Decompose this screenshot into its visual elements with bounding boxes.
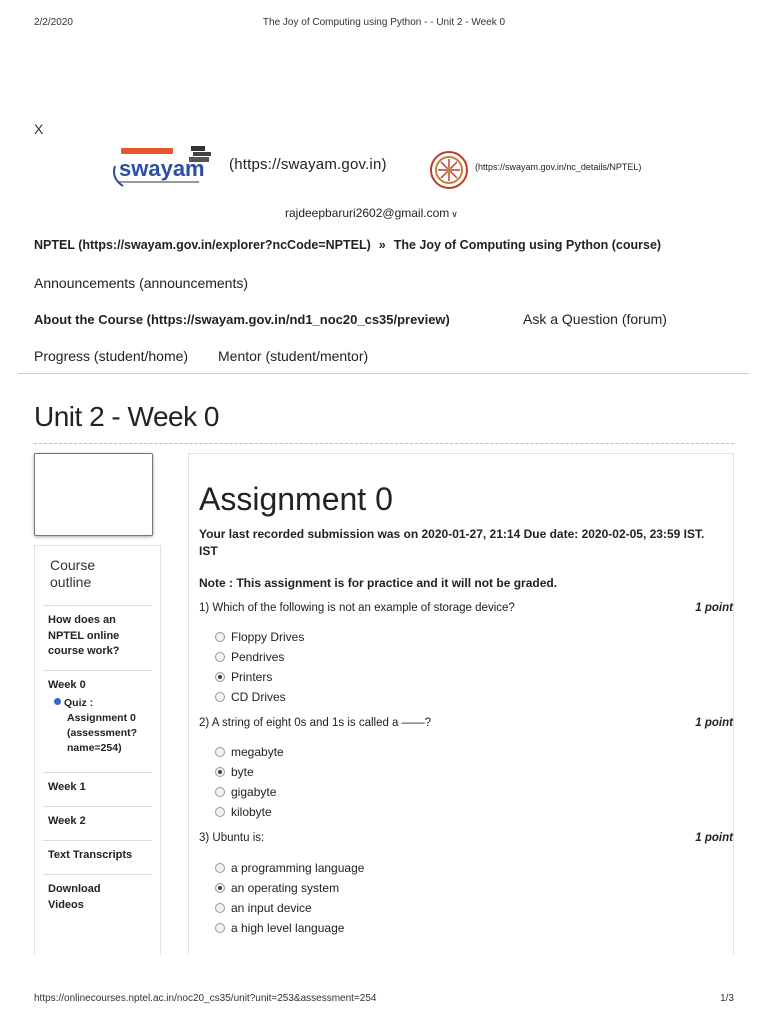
option-label: an operating system [231,881,340,895]
user-email: rajdeepbaruri2602@gmail.com [285,206,450,220]
option-operating-system[interactable] [215,881,339,895]
nav-about-course[interactable]: About the Course (https://swayam.gov.in/nd1_noc20_cs35/preview) [34,312,450,327]
radio-button[interactable] [215,747,225,757]
option-input-device[interactable] [215,901,312,915]
option-label: byte [231,765,254,779]
assignment-panel [188,453,734,955]
option-programming-language[interactable] [215,861,364,875]
question-text: 2) A string of eight 0s and 1s is called a ——? [199,717,432,729]
option-kilobyte[interactable] [215,805,272,819]
print-header [0,17,768,31]
radio-button[interactable] [215,923,225,933]
page-title: Unit 2 - Week 0 [34,401,219,432]
practice-note: Note : This assignment is for practice and it will not be graded. [199,576,558,590]
chevron-down-icon: ∨ [451,209,458,219]
course-image-placeholder [34,453,153,536]
divider [18,373,749,374]
question-text: 3) Ubuntu is: [199,832,265,844]
radio-button-selected[interactable] [215,883,225,893]
sidebar-divider [43,772,152,773]
course-outline-title [50,557,95,591]
option-byte[interactable] [215,765,254,779]
option-label: a high level language [231,921,345,935]
quiz-assignment-label: Assignment 0 (assessment?name=254) [67,712,138,754]
sidebar-subitem-quiz-assignment-0[interactable] [54,696,154,756]
course-outline-title-line2: outline [50,574,92,590]
nptel-link[interactable]: (https://swayam.gov.in/nc_details/NPTEL) [475,162,642,172]
sidebar-item-week-2[interactable]: Week 2 [48,815,86,827]
print-url: https://onlinecourses.nptel.ac.in/noc20_cs35/unit?unit=253&assessment=254 [34,993,377,1004]
breadcrumb-separator: » [378,238,386,252]
question-points: 1 point [695,717,733,729]
question-points: 1 point [695,832,733,844]
option-label: Pendrives [231,650,285,664]
option-label: Printers [231,670,273,684]
option-cd-drives[interactable] [215,690,286,704]
submission-line: Your last recorded submission was on 2020-01-27, 21:14 Due date: 2020-02-05, 23:59 IST. [199,527,705,541]
option-label: a programming language [231,861,365,875]
course-outline-title-line1: Course [50,557,96,573]
nav-announcements[interactable]: Announcements (announcements) [34,275,249,291]
sidebar-item-week-1[interactable]: Week 1 [48,781,86,793]
sidebar-item-text-transcripts[interactable]: Text Transcripts [48,849,133,861]
nptel-logo[interactable] [429,150,469,190]
option-printers[interactable] [215,670,272,684]
print-page-number: 1/3 [720,993,734,1004]
radio-button[interactable] [215,692,225,702]
print-title: The Joy of Computing using Python - - Unit 2 - Week 0 [262,17,506,28]
option-label: megabyte [231,745,284,759]
sidebar-divider [43,840,152,841]
option-floppy-drives[interactable] [215,630,304,644]
swayam-logo[interactable] [113,146,225,190]
close-button[interactable]: X [34,121,44,137]
radio-button[interactable] [215,652,225,662]
user-menu[interactable] [285,206,458,220]
title-underline [34,443,734,444]
sidebar-item-download-videos[interactable]: Download Videos [48,883,101,911]
breadcrumb [34,238,661,252]
nav-mentor[interactable]: Mentor (student/mentor) [218,348,369,364]
sidebar-item-how-nptel-works[interactable]: How does an NPTEL online course work? [48,614,120,657]
breadcrumb-nptel[interactable]: NPTEL (https://swayam.gov.in/explorer?ncCode=NPTEL) [34,238,371,252]
option-label: Floppy Drives [231,630,305,644]
course-outline-sidebar [34,545,161,955]
question-points: 1 point [695,602,733,614]
current-item-dot-icon [54,698,61,705]
submission-info [199,526,729,560]
assignment-title: Assignment 0 [199,481,393,517]
option-label: an input device [231,901,312,915]
radio-button[interactable] [215,787,225,797]
quiz-label: Quiz : [64,697,94,709]
swayam-link[interactable]: (https://swayam.gov.in) [229,156,387,173]
option-label: kilobyte [231,805,272,819]
swayam-logo-text: swayam [119,156,205,181]
sidebar-divider [43,605,152,606]
radio-button-selected[interactable] [215,672,225,682]
radio-button[interactable] [215,903,225,913]
print-date: 2/2/2020 [34,17,73,28]
sidebar-item-week-0[interactable]: Week 0 [48,679,86,691]
radio-button[interactable] [215,863,225,873]
option-gigabyte[interactable] [215,785,276,799]
nav-ask-question[interactable]: Ask a Question (forum) [523,311,667,327]
radio-button[interactable] [215,807,225,817]
option-label: CD Drives [231,690,286,704]
submission-line-tail: IST [199,544,218,558]
radio-button[interactable] [215,632,225,642]
option-label: gigabyte [231,785,277,799]
sidebar-divider [43,806,152,807]
nav-progress[interactable]: Progress (student/home) [34,348,189,364]
breadcrumb-course[interactable]: The Joy of Computing using Python (course) [393,238,662,252]
option-high-level-language[interactable] [215,921,344,935]
option-pendrives[interactable] [215,650,284,664]
sidebar-divider [43,874,152,875]
option-megabyte[interactable] [215,745,284,759]
question-text: 1) Which of the following is not an example of storage device? [199,602,515,614]
sidebar-divider [43,670,152,671]
radio-button-selected[interactable] [215,767,225,777]
